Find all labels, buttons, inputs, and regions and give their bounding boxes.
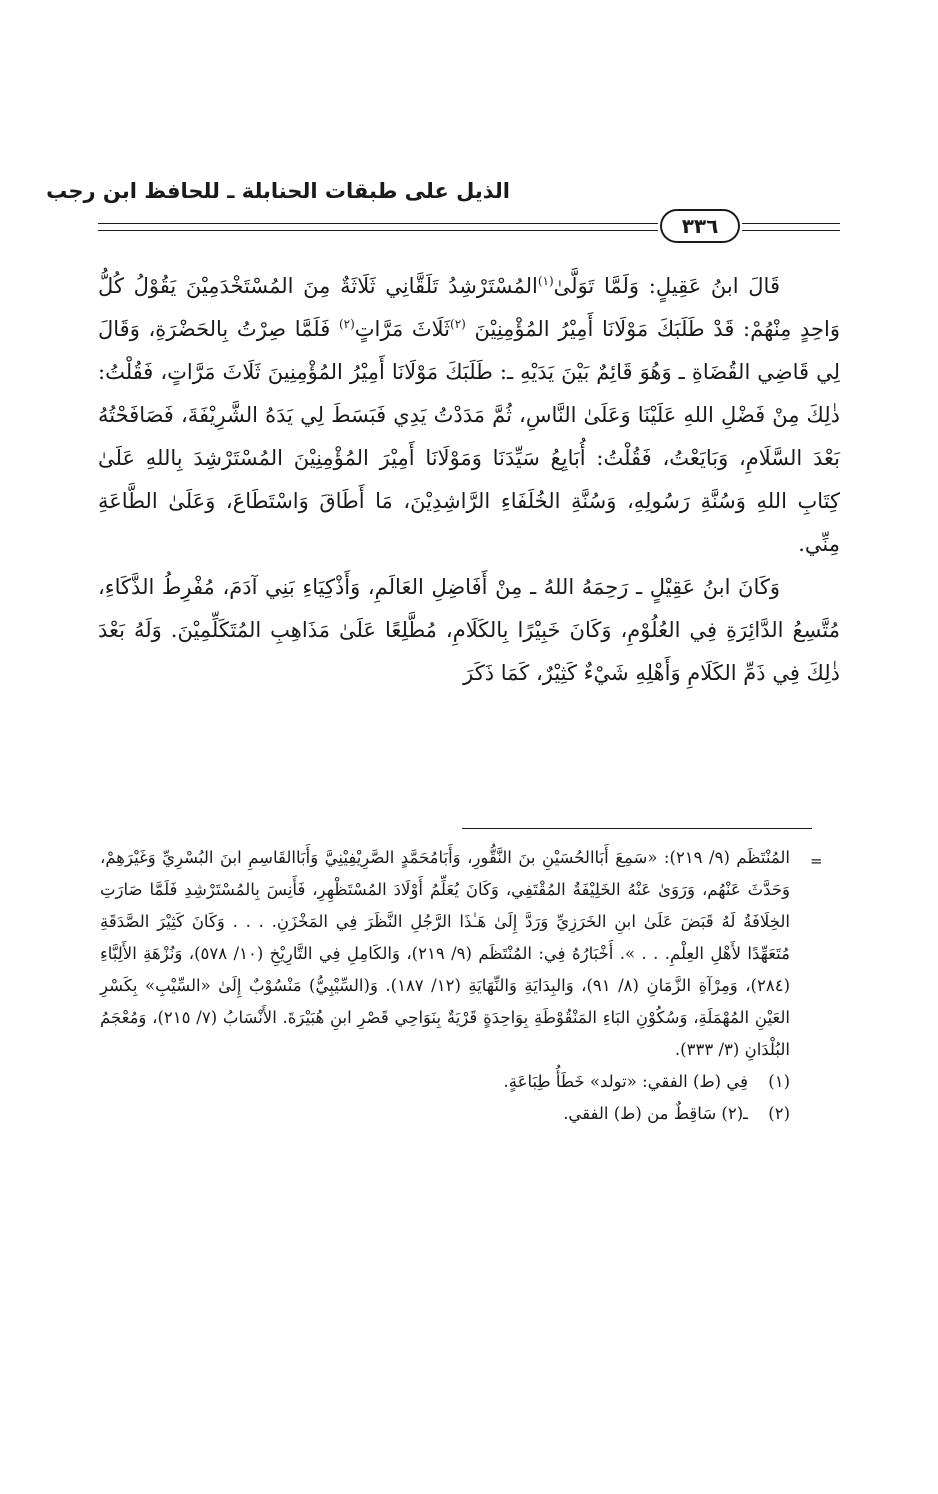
footnote-separator: [462, 828, 812, 829]
paragraph-1: [98, 265, 840, 566]
footnote-continued: المُنْتَظَم (٩/ ٢١٩): «سَمِعَ أَبَاالحُسَيْنِ بنَ النَّقُّورِ، وَأَبَامُحَمَّدٍ الصَّرِيْفِيْنِيَّ وَأَبَاالقَاسِمِ ابنَ البُسْرِيِّ وَغَيْرَهِمْ، وَحَدَّثَ عَنْهُم، وَرَوَىٰ عَنْهُ الخَلِيْفَةُ المُقْتَفِي، وَكَانَ يُعَلِّمُ أَوْلَادَ المُسْتَظْهِرِ، فَأَنِسَ بِالمُسْتَرْشِدِ فَلَمَّا صَارَتِ الخِلَافَةُ لَهُ قَبَضَ عَلَىٰ ابنِ الخَرَزِيِّ وَرَدَّ إِلَىٰ هَـٰذَا الرَّجُلِ النَّظَرَ فِي المَخْزَنِ. . . . وَكَانَ كَثِيْرَ الصَّدَقَةِ مُتَعَهِّدًا لأَهْلِ العِلْمِ. . . ». أَخْبَارُهُ فِي: المُنْتَظَم (٩/ ٢١٩)، وَالكَامِلِ فِي التَّارِيْخِ (١٠/ ٥٧٨)، وَنُزْهَةِ الأَلِبَّاءِ (٢٨٤)، وَمِرْآةِ الزَّمَانِ (٨/ ٩١)، وَالبِدَايَةِ وَالنِّهَايَةِ (١٢/ ١٨٧). وَ(السِّيْبِيُّ) مَنْسُوْبٌ إِلَىٰ «السِّيْبِ» بِكَسْرِ العَيْنِ المُهْمَلَةِ، وَسُكُوْنِ البَاءِ المَنْقُوْطَةِ بِوَاحِدَةٍ قَرْيَةٌ بِنَوَاحِي قَصْرِ ابنِ هُبَيْرَةَ. الأَنْسَابُ (٧/ ٢١٥)، وَمُعْجَمُ البُلْدَانِ (٣/ ٣٣٣).: [100, 848, 791, 1059]
main-text: [98, 265, 840, 695]
header-rule-top: [98, 223, 658, 224]
footnote-ref-1: (١): [537, 274, 554, 288]
footnote-1: [100, 1066, 790, 1098]
footnote-ref-2-start: (٢): [450, 317, 466, 331]
footnote-2: [100, 1098, 790, 1130]
footnote-1-number: (١): [768, 1072, 790, 1091]
footnotes: [100, 842, 790, 1130]
header-rule-bottom-right: [742, 230, 840, 231]
paragraph-1-part-c: ثَلَاثَ مَرَّاتٍ: [354, 317, 451, 341]
header-rule-top-right: [742, 223, 840, 224]
footnote-2-text: ـ(٢) سَاقِطٌ من (ط) الفقي.: [563, 1104, 748, 1123]
footnote-1-text: فِي (ط) الفقي: «تولد» خَطَأُ طِبَاعَةٍ.: [503, 1072, 748, 1091]
page-number: ٣٣٦: [660, 209, 740, 243]
running-header-title: الذيل على طبقات الحنابلة ـ للحافظ ابن رجب: [46, 179, 510, 203]
paragraph-2: وَكَانَ ابنُ عَقِيْلٍ ـ رَحِمَهُ اللهُ ـ مِنْ أَفَاضِلِ العَالَمِ، وَأَذْكِيَاءِ بَنِي آدَمَ، مُفْرِطُ الذَّكَاءِ، مُتَّسِعُ الدَّائِرَةِ فِي العُلُوْمِ، وَكَانَ خَبِيْرًا بِالكَلَامِ، مُطَّلِعًا عَلَىٰ مَذَاهِبِ المُتَكَلِّمِيْنَ. وَلَهُ بَعْدَ ذٰلِكَ فِي ذَمِّ الكَلَامِ وَأَهْلِهِ شَيْءٌ كَثِيْرٌ، كَمَا ذَكَرَ: [98, 575, 840, 685]
header-rule-bottom: [98, 230, 658, 231]
paragraph-1-part-d: فَلَمَّا صِرْتُ بِالحَضْرَةِ، وَقَالَ لِي قَاضِي القُضَاةِ ـ وَهُوَ قَائِمٌ بَيْنَ يَدَيْهِ ـ: طَلَبَكَ مَوْلَانَا أَمِيْرُ المُؤْمِنِينَ ثَلَاثَ مَرَّاتٍ، فَقُلْتُ: ذٰلِكَ مِنْ فَضْلِ اللهِ عَلَيْنَا وَعَلَىٰ النَّاسِ، ثُمَّ مَدَدْتُ يَدِي فَبَسَطَ لِي يَدَهُ الشَّرِيْفَةَ، فَصَافَحْتُهُ بَعْدَ السَّلَامِ، وَبَايَعْتُ، فَقُلْتُ: أُبَايِعُ سَيِّدَنَا وَمَوْلَانَا أَمِيْرَ المُؤْمِنِيْنَ المُسْتَرْشِدَ بِاللهِ عَلَىٰ كِتَابِ اللهِ وَسُنَّةِ رَسُولِهِ، وَسُنَّةِ الخُلَفَاءِ الرَّاشِدِيْنَ، مَا أَطَاقَ وَاسْتَطَاعَ، وَعَلَىٰ الطَّاعَةِ مِنِّي.: [98, 317, 840, 556]
paragraph-1-part-a: قَالَ ابنُ عَقِيلٍ: وَلَمَّا تَوَلَّىٰ: [553, 274, 780, 298]
footnote-continuation-mark: =: [810, 852, 823, 870]
footnote-ref-2-end: (٢): [338, 317, 355, 331]
paragraph-1-part-b: المُسْتَرْشِدُ تَلَقَّانِي ثَلَاثَةٌ مِنَ المُسْتَخْدَمِيْنَ يَقُوْلُ كُلُّ وَاحِدٍ مِنْهُمْ: قَدْ طَلَبَكَ مَوْلَانَا أَمِيْرُ المُؤْمِنِيْنَ: [98, 274, 840, 341]
footnote-2-number: (٢): [768, 1104, 790, 1123]
